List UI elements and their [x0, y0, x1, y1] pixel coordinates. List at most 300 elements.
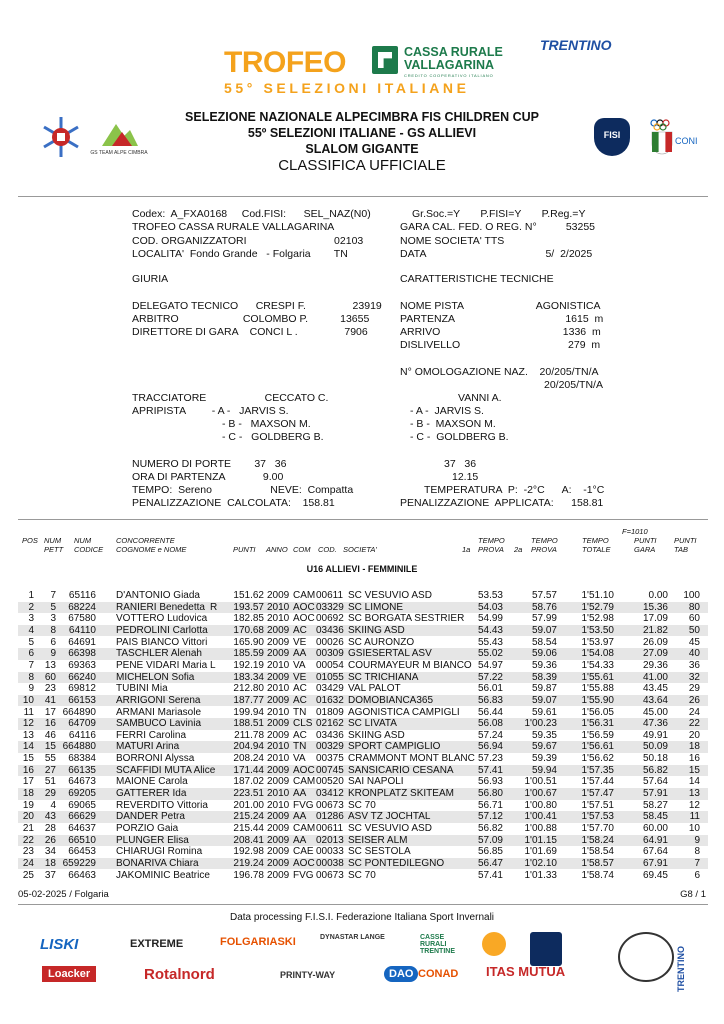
- table-cell: 201.00: [233, 799, 264, 811]
- table-cell: 212.80: [233, 683, 264, 695]
- table-cell: 1'57.53: [581, 811, 614, 823]
- table-cell: 21: [22, 823, 34, 834]
- table-cell: 01286: [316, 811, 344, 823]
- table-cell: VA: [293, 659, 306, 671]
- table-cell: 56.44: [477, 706, 503, 718]
- table-cell: 6: [694, 869, 700, 881]
- table-cell: 6: [28, 648, 34, 660]
- table-cell: SKIING ASD: [348, 729, 405, 741]
- table-cell: 29: [688, 683, 700, 695]
- table-cell: 66510: [68, 834, 96, 846]
- table-cell: 55: [44, 753, 56, 765]
- table-cell: JAKOMINIC Beatrice: [116, 869, 210, 881]
- table-cell: SC PONTEDILEGNO: [348, 857, 445, 869]
- sponsor-liski: LISKI: [40, 936, 79, 953]
- table-cell: 17: [22, 776, 34, 788]
- table-cell: 2: [28, 601, 34, 613]
- sponsor-itas: ITAS MUTUA: [486, 964, 566, 979]
- table-cell: 00309: [316, 648, 344, 660]
- table-row: [18, 590, 708, 602]
- table-cell: 2010: [267, 601, 290, 613]
- sponsor-casse-rurali: CASSE RURALI TRENTINE: [420, 934, 455, 955]
- selezioni-banner-text: 55° SELEZIONI ITALIANE: [224, 80, 470, 96]
- partenza: PARTENZA 1615 m: [400, 313, 604, 325]
- table-cell: FVG: [293, 799, 314, 811]
- table-cell: 188.51: [233, 718, 264, 730]
- table-cell: 54.99: [477, 613, 503, 625]
- footer-date-location: 05-02-2025 / Folgaria: [18, 889, 109, 900]
- table-cell: GATTERER Ida: [116, 788, 187, 800]
- classification-title: CLASSIFICA UFFICIALE: [278, 157, 446, 174]
- table-cell: 1'55.90: [581, 694, 614, 706]
- col-tempo-prova-1: TEMPO PROVA: [478, 536, 505, 554]
- table-cell: CRAMMONT MONT BLANC: [348, 753, 475, 765]
- table-cell: 02013: [316, 834, 344, 846]
- table-row: [18, 835, 708, 847]
- apripista-c-2: - C - GOLDBERG B.: [410, 431, 509, 443]
- table-cell: 28: [44, 823, 56, 834]
- table-cell: 1'54.08: [581, 648, 614, 660]
- table-cell: 64637: [68, 823, 96, 834]
- table-cell: 15: [688, 764, 700, 776]
- table-cell: 14: [22, 741, 34, 753]
- table-cell: 192.98: [233, 846, 264, 858]
- table-cell: PAIS BIANCO Vittori: [116, 636, 208, 648]
- race-date: DATA 5/ 2/2025: [400, 248, 593, 260]
- table-cell: 8: [50, 624, 56, 636]
- table-cell: 215.44: [233, 823, 264, 834]
- table-cell: BORRONI Alyssa: [116, 753, 195, 765]
- table-cell: 1'00.23: [524, 718, 557, 730]
- table-cell: 58.54: [531, 636, 557, 648]
- table-cell: 58.27: [642, 799, 668, 811]
- table-cell: AOC: [293, 857, 315, 869]
- table-cell: 1'58.24: [581, 834, 614, 846]
- table-cell: 2009: [267, 694, 290, 706]
- table-cell: DANDER Petra: [116, 811, 185, 823]
- table-cell: 00329: [316, 741, 344, 753]
- table-cell: 664880: [62, 741, 96, 753]
- table-cell: ASV TZ JOCHTAL: [348, 811, 431, 823]
- codex-line: Codex: A_FXA0168 Cod.FISI: SEL_NAZ(N0): [132, 208, 371, 220]
- table-cell: ARRIGONI Serena: [116, 694, 201, 706]
- table-cell: 27.09: [642, 648, 668, 660]
- apripista-b-2: - B - MAXSON M.: [410, 418, 496, 430]
- table-cell: 64116: [68, 729, 96, 741]
- table-cell: AOC: [293, 601, 315, 613]
- table-cell: 00611: [316, 823, 344, 834]
- table-cell: PLUNGER Elisa: [116, 834, 189, 846]
- table-cell: 2010: [267, 613, 290, 625]
- table-cell: 57.99: [531, 613, 557, 625]
- table-cell: 2009: [267, 811, 290, 823]
- cassa-rurale-logo-icon: [372, 46, 398, 74]
- category-heading: U16 ALLIEVI - FEMMINILE: [306, 564, 418, 574]
- table-cell: 60.00: [642, 823, 668, 834]
- table-cell: 24: [22, 857, 34, 869]
- table-cell: 16: [44, 718, 56, 730]
- table-cell: PORZIO Gaia: [116, 823, 179, 834]
- table-cell: 8: [28, 671, 34, 683]
- table-cell: DOMOBIANCA365: [348, 694, 434, 706]
- table-cell: SC LIMONE: [348, 601, 404, 613]
- table-row: [18, 695, 708, 707]
- col-num-pett: NUM PETT: [44, 536, 64, 554]
- table-row: [18, 660, 708, 672]
- table-cell: 9: [694, 834, 700, 846]
- table-cell: 1'58.54: [581, 846, 614, 858]
- table-cell: 1'01.33: [524, 869, 557, 881]
- table-cell: SAMBUCO Lavinia: [116, 718, 202, 730]
- table-row: [18, 788, 708, 800]
- nome-societa: NOME SOCIETA' TTS: [400, 235, 505, 247]
- table-cell: 65116: [68, 590, 96, 601]
- table-cell: FVG: [293, 869, 314, 881]
- table-cell: SC BORGATA SESTRIER: [348, 613, 465, 625]
- table-cell: 13: [22, 729, 34, 741]
- table-cell: 12: [22, 718, 34, 730]
- table-cell: 14: [688, 776, 700, 788]
- gara-cal-number: GARA CAL. FED. O REG. N° 53255: [400, 221, 596, 233]
- table-cell: 1'58.74: [581, 869, 614, 881]
- footer-page: G8 / 1: [680, 889, 706, 900]
- table-cell: SCAFFIDI MUTA Alice: [116, 764, 216, 776]
- table-cell: R: [210, 601, 218, 613]
- table-cell: SC VESUVIO ASD: [348, 823, 432, 834]
- table-cell: 16: [688, 753, 700, 765]
- table-cell: 1'56.62: [581, 753, 614, 765]
- table-cell: 66153: [68, 694, 96, 706]
- table-cell: 2009: [267, 846, 290, 858]
- table-cell: 7: [50, 590, 56, 601]
- table-cell: 00520: [316, 776, 344, 788]
- tracciatore-2: VANNI A.: [458, 392, 502, 404]
- table-cell: 2009: [267, 718, 290, 730]
- table-cell: 211.78: [234, 729, 264, 741]
- table-cell: 11: [689, 811, 700, 823]
- table-cell: 02162: [316, 718, 344, 730]
- cod-organizzatori: COD. ORGANIZZATORI 02103: [132, 235, 364, 247]
- table-cell: 50.09: [642, 741, 668, 753]
- table-cell: L: [210, 659, 216, 671]
- numero-porte-2: 37 36: [444, 458, 477, 470]
- col-punti-gara: PUNTI GARA: [634, 536, 657, 554]
- table-cell: FERRI Carolina: [116, 729, 187, 741]
- table-cell: 1'00.88: [524, 823, 557, 834]
- table-cell: 59.35: [531, 729, 557, 741]
- table-cell: CAM: [293, 590, 316, 601]
- table-cell: 1'51.10: [581, 590, 614, 601]
- table-cell: 26.09: [642, 636, 668, 648]
- table-cell: 1'53.50: [581, 624, 614, 636]
- table-cell: 2009: [267, 729, 290, 741]
- table-cell: 2009: [267, 590, 290, 601]
- table-cell: VOTTERO Ludovica: [116, 613, 208, 625]
- table-cell: 17.09: [642, 613, 668, 625]
- table-cell: 2009: [267, 823, 290, 834]
- table-cell: 1'57.51: [581, 799, 614, 811]
- flags-line: Gr.Soc.=Y P.FISI=Y P.Reg.=Y: [412, 208, 586, 220]
- table-cell: AOC: [293, 764, 315, 776]
- table-cell: 56.94: [477, 741, 503, 753]
- table-cell: CLS: [293, 718, 313, 730]
- table-cell: 12: [688, 799, 700, 811]
- table-cell: MICHELON Sofia: [116, 671, 195, 683]
- table-cell: 57.41: [477, 869, 503, 881]
- caratteristiche-heading: CARATTERISTICHE TECNICHE: [400, 273, 554, 285]
- table-cell: SPORT CAMPIGLIO: [348, 741, 441, 753]
- col-num-codice: NUM CODICE: [74, 536, 104, 554]
- table-cell: 60: [688, 613, 700, 625]
- apripista-a: APRIPISTA - A - JARVIS S.: [132, 405, 289, 417]
- omologazione: N° OMOLOGAZIONE NAZ. 20/205/TN/A: [400, 366, 599, 378]
- table-cell: 4: [50, 799, 56, 811]
- table-cell: 03329: [316, 601, 344, 613]
- table-row: [18, 707, 708, 719]
- direttore-gara: DIRETTORE DI GARA CONCI L . 7906: [132, 326, 368, 338]
- table-cell: 1'00.51: [524, 776, 557, 788]
- cassa-rurale-name: CASSA RURALE VALLAGARINA: [404, 45, 503, 72]
- coni-label: CONI: [675, 136, 698, 146]
- table-row: [18, 672, 708, 684]
- table-row: [18, 683, 708, 695]
- table-cell: 1'00.41: [524, 811, 557, 823]
- table-cell: 1'52.98: [581, 613, 614, 625]
- table-cell: SC SESTOLA: [348, 846, 411, 858]
- apripista-a-2: - A - JARVIS S.: [410, 405, 484, 417]
- table-cell: 1'54.33: [581, 659, 614, 671]
- table-cell: SC LIVATA: [348, 718, 397, 730]
- table-cell: 57.09: [477, 834, 503, 846]
- table-cell: 1'53.97: [581, 636, 614, 648]
- sponsor-conad: CONAD: [418, 968, 459, 980]
- table-cell: 2010: [267, 683, 290, 695]
- table-cell: 2009: [267, 624, 290, 636]
- col-manche-1: 1a: [462, 545, 471, 554]
- table-cell: 59.94: [531, 764, 557, 776]
- data-processing-credit: Data processing F.I.S.I. Federazione Italiana Sport Invernali: [229, 912, 495, 923]
- table-cell: 01809: [316, 706, 344, 718]
- table-cell: TASCHLER Alenah: [116, 648, 202, 660]
- table-cell: 56.93: [477, 776, 503, 788]
- table-cell: 208.24: [233, 753, 264, 765]
- table-cell: CAE: [293, 846, 314, 858]
- table-cell: 2010: [267, 741, 290, 753]
- table-cell: 64691: [68, 636, 96, 648]
- table-row: [18, 753, 708, 765]
- col-punti: PUNTI: [233, 545, 256, 554]
- table-cell: 208.41: [233, 834, 264, 846]
- table-cell: 03436: [316, 729, 344, 741]
- table-cell: 170.68: [233, 624, 264, 636]
- table-cell: 18: [44, 857, 56, 869]
- sponsor-a-logo-icon: [530, 932, 562, 966]
- table-cell: 54.03: [477, 601, 503, 613]
- table-cell: 59.67: [531, 741, 557, 753]
- table-cell: 15.36: [642, 601, 668, 613]
- table-cell: 185.59: [233, 648, 264, 660]
- table-cell: SC AURONZO: [348, 636, 415, 648]
- table-cell: AC: [293, 729, 307, 741]
- table-cell: 68384: [68, 753, 96, 765]
- col-f-factor: F=1010: [622, 527, 648, 536]
- table-cell: COURMAYEUR M BIANCO: [348, 659, 472, 671]
- table-cell: ARMANI Mariasole: [116, 706, 202, 718]
- localita: LOCALITA' Fondo Grande - Folgaria TN: [132, 248, 348, 260]
- table-cell: 69812: [68, 683, 96, 695]
- table-cell: 58.39: [531, 671, 557, 683]
- sponsor-rotalnord: Rotalnord: [144, 966, 215, 983]
- table-cell: 59.06: [531, 648, 557, 660]
- table-cell: 51: [44, 776, 56, 788]
- numero-porte: NUMERO DI PORTE 37 36: [132, 458, 287, 470]
- table-cell: 29: [44, 788, 56, 800]
- table-cell: 59.39: [531, 753, 557, 765]
- table-cell: 59.07: [531, 624, 557, 636]
- table-cell: 659229: [62, 857, 96, 869]
- table-cell: 01055: [316, 671, 344, 683]
- table-cell: TN: [293, 741, 307, 753]
- col-com: COM: [293, 545, 311, 554]
- table-cell: 41.00: [642, 671, 668, 683]
- table-cell: 67.64: [642, 846, 668, 858]
- race-edition-title: 55º SELEZIONI ITALIANE - GS ALLIEVI: [247, 126, 477, 140]
- table-cell: 1'00.67: [524, 788, 557, 800]
- table-cell: 58.45: [642, 811, 668, 823]
- col-cod: COD.: [318, 545, 337, 554]
- table-row: [18, 800, 708, 812]
- table-cell: 59.61: [531, 706, 557, 718]
- table-cell: 1'01.15: [524, 834, 557, 846]
- table-cell: 1'56.61: [581, 741, 614, 753]
- table-cell: 57.12: [477, 811, 503, 823]
- trofeo-logo-text: TROFEO: [224, 46, 346, 79]
- table-cell: 13: [44, 659, 56, 671]
- table-cell: 1'57.47: [581, 788, 614, 800]
- table-cell: 5: [50, 601, 56, 613]
- table-cell: AC: [293, 683, 307, 695]
- table-cell: VE: [293, 636, 307, 648]
- table-cell: 2010: [267, 706, 290, 718]
- table-cell: 11: [23, 706, 34, 718]
- table-cell: 56.08: [477, 718, 503, 730]
- table-cell: 199.94: [233, 706, 264, 718]
- table-cell: AA: [293, 648, 307, 660]
- table-cell: 57.64: [642, 776, 668, 788]
- table-cell: AA: [293, 788, 307, 800]
- table-cell: 43.64: [642, 694, 668, 706]
- omologazione-2: 20/205/TN/A: [544, 379, 603, 391]
- table-cell: 1'01.69: [524, 846, 557, 858]
- arrivo: ARRIVO 1336 m: [400, 326, 601, 338]
- table-cell: SC TRICHIANA: [348, 671, 419, 683]
- table-cell: 00054: [316, 659, 344, 671]
- table-cell: 66629: [68, 811, 96, 823]
- table-cell: TN: [293, 706, 307, 718]
- table-cell: 46: [44, 729, 56, 741]
- table-cell: 00033: [316, 846, 344, 858]
- table-cell: 64.91: [642, 834, 668, 846]
- table-cell: RANIERI Benedetta: [116, 601, 205, 613]
- table-cell: 45.00: [642, 706, 668, 718]
- table-cell: 7: [28, 659, 34, 671]
- table-cell: 26: [44, 834, 56, 846]
- table-cell: AOC: [293, 613, 315, 625]
- table-cell: 27: [44, 764, 56, 776]
- table-cell: GSIESERTAL ASV: [348, 648, 432, 660]
- trentino-logo: TRENTINO: [540, 37, 612, 53]
- apripista-b: - B - MAXSON M.: [222, 418, 311, 430]
- table-cell: 29.36: [642, 659, 668, 671]
- table-cell: 58.76: [531, 601, 557, 613]
- table-cell: SEISER ALM: [348, 834, 408, 846]
- table-cell: 00673: [316, 799, 344, 811]
- table-cell: 26: [688, 694, 700, 706]
- table-cell: 151.62: [233, 590, 264, 601]
- col-manche-2: 2a: [514, 545, 523, 554]
- table-cell: 53.53: [477, 590, 503, 601]
- table-cell: 664890: [62, 706, 96, 718]
- table-row: [18, 648, 708, 660]
- table-cell: 13: [688, 788, 700, 800]
- table-cell: SC 70: [348, 869, 376, 881]
- table-cell: 183.34: [233, 671, 264, 683]
- table-cell: 69205: [68, 788, 96, 800]
- table-cell: 57.41: [477, 764, 503, 776]
- table-cell: 100: [683, 590, 700, 601]
- table-cell: 20: [688, 729, 700, 741]
- table-cell: 57.23: [477, 753, 503, 765]
- table-cell: 10: [22, 694, 34, 706]
- table-cell: 18: [688, 741, 700, 753]
- table-cell: CHIARUGI Romina: [116, 846, 203, 858]
- ora-partenza: ORA DI PARTENZA 9.00: [132, 471, 284, 483]
- table-cell: 2009: [267, 636, 290, 648]
- table-cell: 59.87: [531, 683, 557, 695]
- col-concorrente: CONCORRENTE COGNOME e NOME: [116, 536, 187, 554]
- table-cell: 54.43: [477, 624, 503, 636]
- table-cell: 45: [688, 636, 700, 648]
- table-row: [18, 613, 708, 625]
- table-cell: 2010: [267, 753, 290, 765]
- table-cell: PEDROLINI Carlotta: [116, 624, 208, 636]
- tracciatore: TRACCIATORE CECCATO C.: [132, 392, 329, 404]
- table-cell: 00673: [316, 869, 344, 881]
- table-row: [18, 811, 708, 823]
- table-cell: AC: [293, 694, 307, 706]
- table-cell: 56.82: [642, 764, 668, 776]
- table-cell: 03436: [316, 624, 344, 636]
- table-cell: 1'52.79: [581, 601, 614, 613]
- table-cell: 56.01: [477, 683, 503, 695]
- table-cell: 54.97: [477, 659, 503, 671]
- table-cell: 2010: [267, 788, 290, 800]
- table-cell: 56.83: [477, 694, 503, 706]
- table-cell: 2009: [267, 671, 290, 683]
- temperatura: TEMPERATURA P: -2°C A: -1°C: [424, 484, 605, 496]
- table-cell: 25: [22, 869, 34, 881]
- table-cell: 1: [28, 590, 34, 601]
- table-cell: VE: [293, 671, 307, 683]
- table-cell: 60: [44, 671, 56, 683]
- dislivello: DISLIVELLO 279 m: [400, 339, 601, 351]
- tempo-neve: TEMPO: Sereno NEVE: Compatta: [132, 484, 354, 496]
- table-cell: 23: [44, 683, 56, 695]
- table-cell: 55.43: [477, 636, 503, 648]
- table-cell: 64110: [68, 624, 96, 636]
- table-cell: 8: [694, 846, 700, 858]
- table-cell: 1'57.35: [581, 764, 614, 776]
